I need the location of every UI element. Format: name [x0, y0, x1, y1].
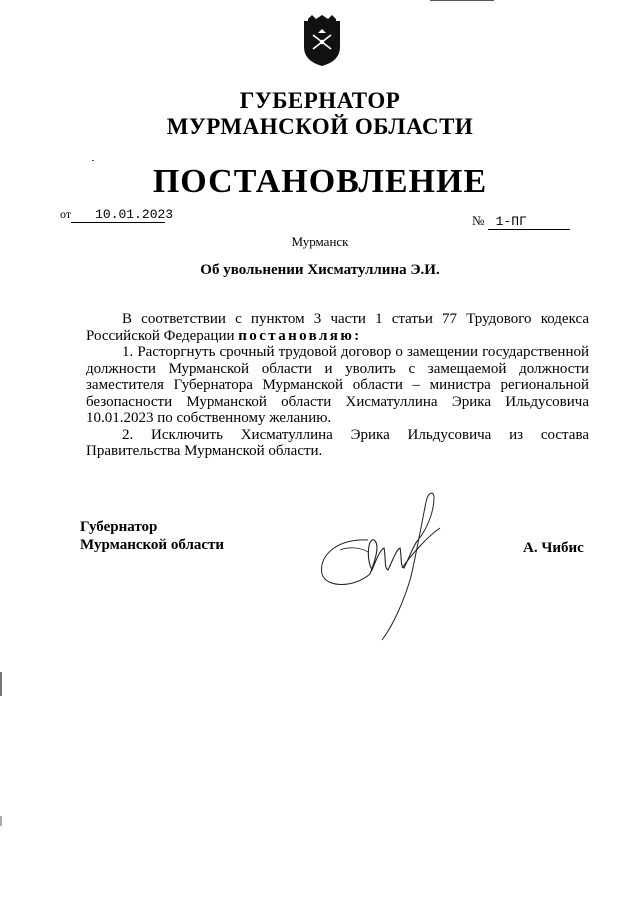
- authority-title: ГУБЕРНАТОР: [239, 88, 401, 113]
- scan-edge-mark: [0, 672, 2, 696]
- date-field: [60, 206, 174, 223]
- coat-of-arms-icon: [302, 15, 342, 67]
- body-intro-paragraph: [86, 311, 589, 344]
- date-value: 10.01.2023: [71, 207, 165, 223]
- scan-top-line: [430, 0, 494, 1]
- signer-position-line1: Губернатор: [80, 519, 158, 535]
- authority-region: МУРМАНСКОЙ ОБЛАСТИ: [166, 114, 474, 139]
- scan-edge-mark: [0, 816, 2, 826]
- city: Мурманск: [291, 234, 349, 249]
- number-value: 1-ПГ: [488, 214, 570, 230]
- body-item-1: 1. Расторгнуть срочный трудовой договор о замещении государственной должности Мурманской области и уволить с замещаемой должности заместителя Губернатора Мурманской области – министра региональной безопасности Мурманской области Хисматуллина Эрика Ильдусовича 10.01.2023 по собственному желанию.: [86, 344, 589, 426]
- decree-word: постановляю:: [238, 327, 362, 344]
- signer-position: [80, 518, 224, 554]
- document-type: ПОСТАНОВЛЕНИЕ: [152, 163, 488, 200]
- number-prefix: №: [472, 213, 485, 228]
- body-item-2: 2. Исключить Хисматуллина Эрика Ильдусовича из состава Правительства Мурманской области.: [86, 426, 589, 459]
- signer-name: А. Чибис: [523, 540, 584, 556]
- date-prefix: от: [60, 207, 72, 221]
- signer-position-line2: Мурманской области: [80, 537, 225, 553]
- document-body: [86, 311, 589, 460]
- scan-speck: [92, 160, 94, 161]
- handwritten-signature: [310, 488, 460, 648]
- document-subject: Об увольнении Хисматуллина Э.И.: [200, 262, 440, 278]
- number-field: [472, 213, 570, 230]
- body-intro: В соответствии с пунктом 3 части 1 статьи 77 Трудового кодекса Российской Федерации: [86, 311, 589, 344]
